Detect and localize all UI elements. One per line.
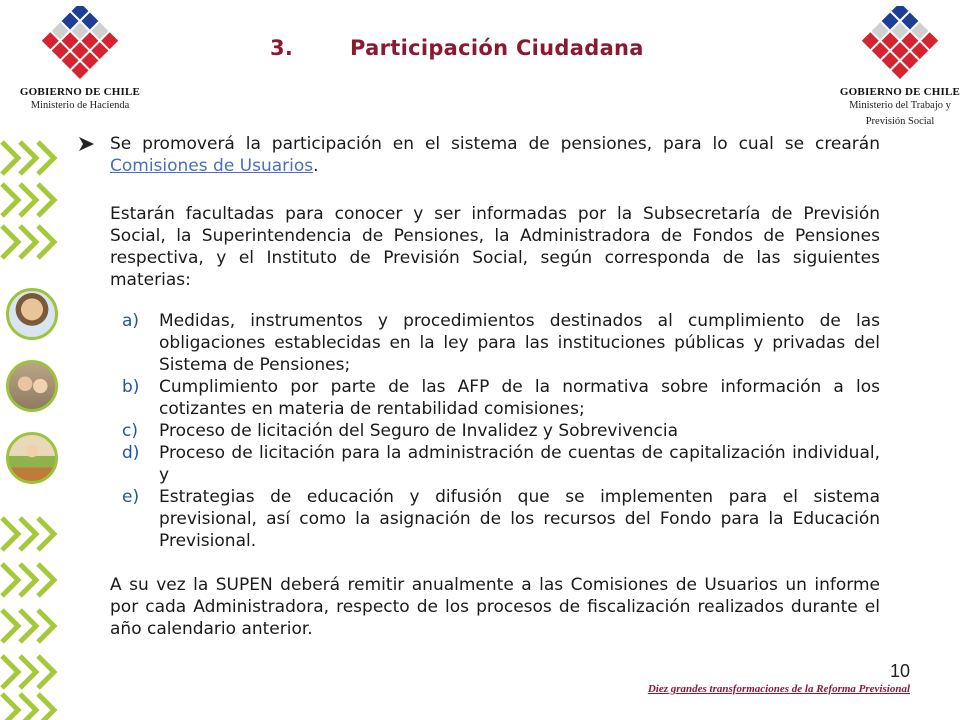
government-seal-icon: [855, 6, 945, 84]
list-letter: e): [122, 487, 140, 507]
logo-right-org: GOBIERNO DE CHILE: [839, 86, 960, 98]
section-title: Participación Ciudadana: [350, 36, 644, 60]
intro-paragraph: [110, 133, 880, 177]
chevron-decoration-icon: [0, 606, 64, 646]
photo-family: [6, 360, 58, 412]
list-item: [122, 420, 880, 442]
government-seal-icon: [35, 6, 125, 84]
list-letter: a): [122, 311, 140, 331]
page-title: [270, 36, 644, 60]
logo-left-ministry: Ministerio de Hacienda: [30, 100, 130, 111]
list-item: [122, 376, 880, 420]
faculties-paragraph: Estarán facultadas para conocer y ser informadas por la Subsecretaría de Previsión Social, la Superintendencia de Pensiones, la Administradora de Fondos de Pensiones respectiva, y el Instituto de Previsión Social, según corresponda de las siguientes materias:: [110, 204, 880, 290]
logo-left-org: GOBIERNO DE CHILE: [19, 86, 141, 98]
logo-right: [820, 6, 960, 130]
photo-worker: [6, 432, 58, 484]
footer-link[interactable]: Diez grandes transformaciones de la Reforma Previsional: [647, 683, 910, 695]
chevron-decoration-icon: [0, 690, 64, 720]
list-letter: d): [122, 443, 140, 463]
section-number: 3.: [270, 36, 294, 60]
list-letter: b): [122, 377, 140, 397]
list-item: [122, 310, 880, 376]
list-item-text: Proceso de licitación para la administración de cuentas de capitalización individual, y: [159, 443, 880, 485]
list-letter: c): [122, 421, 138, 441]
intro-period: .: [313, 156, 319, 176]
chevron-decoration-icon: [0, 138, 64, 178]
chevron-decoration-icon: [0, 560, 64, 600]
bullet-arrow-icon: [78, 136, 96, 152]
chevron-decoration-icon: [0, 180, 64, 220]
chevron-decoration-icon: [0, 652, 64, 692]
intro-text: Se promoverá la participación en el sistema de pensiones, para lo cual se crearán: [110, 134, 880, 154]
photo-young-man: [6, 288, 58, 340]
logo-right-ministry-line1: Ministerio del Trabajo y: [849, 100, 951, 111]
logo-right-ministry-line2: Previsión Social: [865, 116, 935, 127]
list-item-text: Cumplimiento por parte de las AFP de la normativa sobre información a los cotizantes en materia de rentabilidad comisiones;: [159, 377, 880, 419]
list-item-text: Estrategias de educación y difusión que se implementen para el sistema previsional, así como la asignación de los recursos del Fondo para la Educación Previsional.: [159, 487, 880, 551]
logo-left: [0, 6, 160, 114]
list-item: [122, 486, 880, 552]
materias-list: [122, 310, 880, 552]
list-item: [122, 442, 880, 486]
chevron-decoration-icon: [0, 222, 64, 262]
closing-paragraph: A su vez la SUPEN deberá remitir anualmente a las Comisiones de Usuarios un informe por cada Administradora, respecto de los procesos de fiscalización realizados durante el año calendario anterior.: [110, 575, 880, 639]
list-item-text: Proceso de licitación del Seguro de Invalidez y Sobrevivencia: [159, 421, 678, 441]
page-number: 10: [889, 661, 910, 681]
chevron-decoration-icon: [0, 514, 64, 554]
comisiones-usuarios-link[interactable]: Comisiones de Usuarios: [110, 156, 314, 176]
list-item-text: Medidas, instrumentos y procedimientos destinados al cumplimiento de las obligaciones establecidas en la ley para las instituciones públicas y privadas del Sistema de Pensiones;: [159, 311, 880, 375]
